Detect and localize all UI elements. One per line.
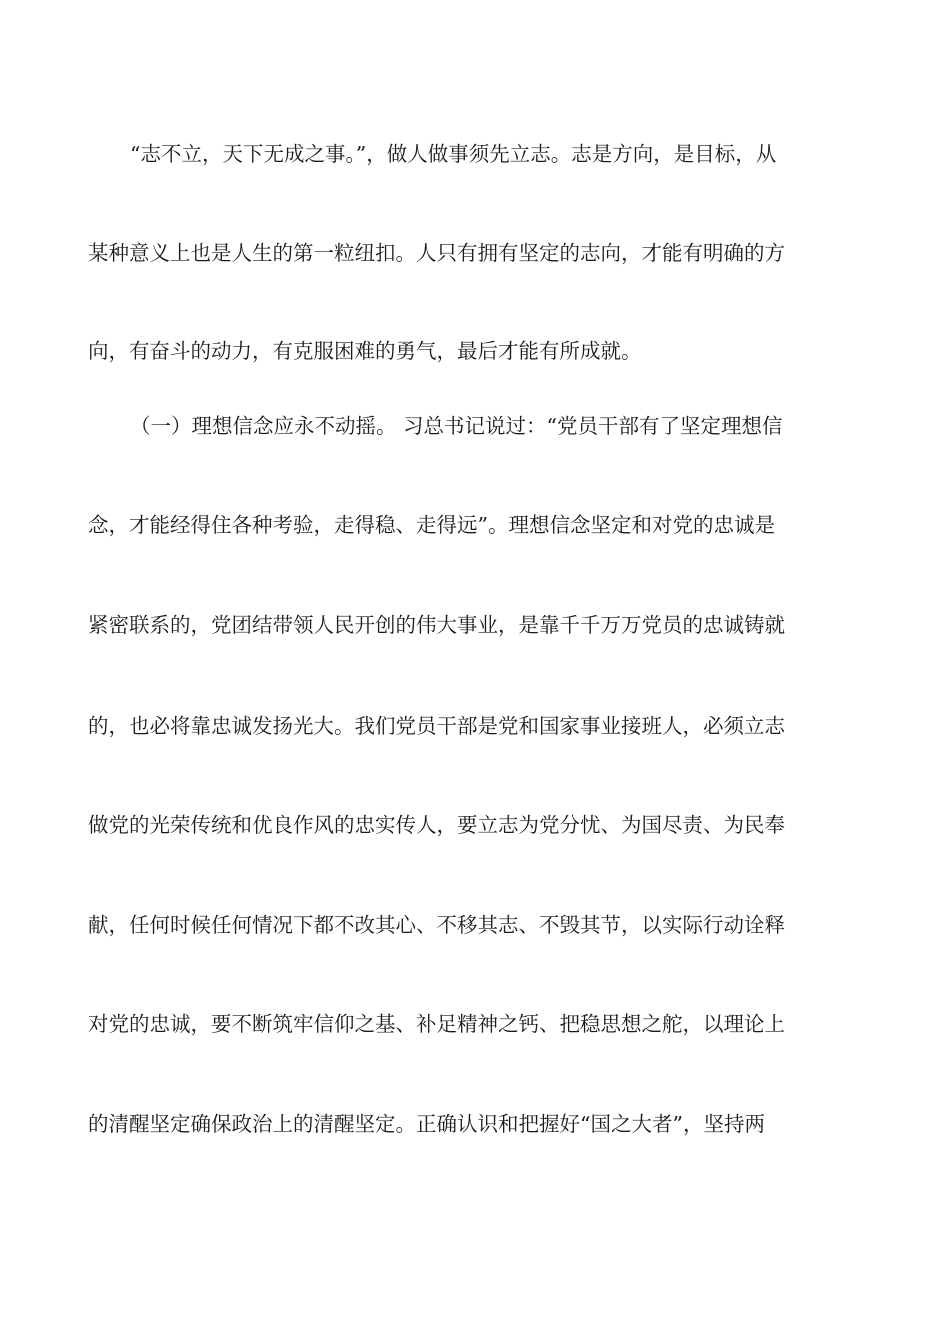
paragraph-1-line-1: “志不立，天下无成之事。”，做人做事须先立志。志是方向，是目标，从: [130, 142, 777, 166]
paragraph-1-line-2: 某种意义上也是人生的第一粒纽扣。人只有拥有坚定的志向，才能有明确的方: [88, 241, 785, 265]
paragraph-2-line-8: 的清醒坚定确保政治上的清醒坚定。正确认识和把握好“国之大者”，坚持两: [88, 1112, 765, 1136]
paragraph-2-line-2: 念，才能经得住各种考验，走得稳、走得远”。理想信念坚定和对党的忠诚是: [88, 513, 775, 537]
paragraph-2-line-3: 紧密联系的，党团结带领人民开创的伟大事业，是靠千千万万党员的忠诚铸就: [88, 613, 785, 637]
paragraph-1-line-3: 向，有奋斗的动力，有克服困难的勇气，最后才能有所成就。: [88, 339, 642, 363]
paragraph-2-line-4: 的，也必将靠忠诚发扬光大。我们党员干部是党和国家事业接班人，必须立志: [88, 714, 785, 738]
paragraph-2-line-7: 对党的忠诚，要不断筑牢信仰之基、补足精神之钙、把稳思想之舵，以理论上: [88, 1012, 785, 1036]
paragraph-2-line-5: 做党的光荣传统和优良作风的忠实传人，要立志为党分忧、为国尽责、为民奉: [88, 813, 785, 837]
paragraph-2-line-1: （一）理想信念应永不动摇。 习总书记说过：“党员干部有了坚定理想信: [130, 414, 783, 438]
paragraph-2-line-6: 献，任何时候任何情况下都不改其心、不移其志、不毁其节，以实际行动诠释: [88, 913, 785, 937]
